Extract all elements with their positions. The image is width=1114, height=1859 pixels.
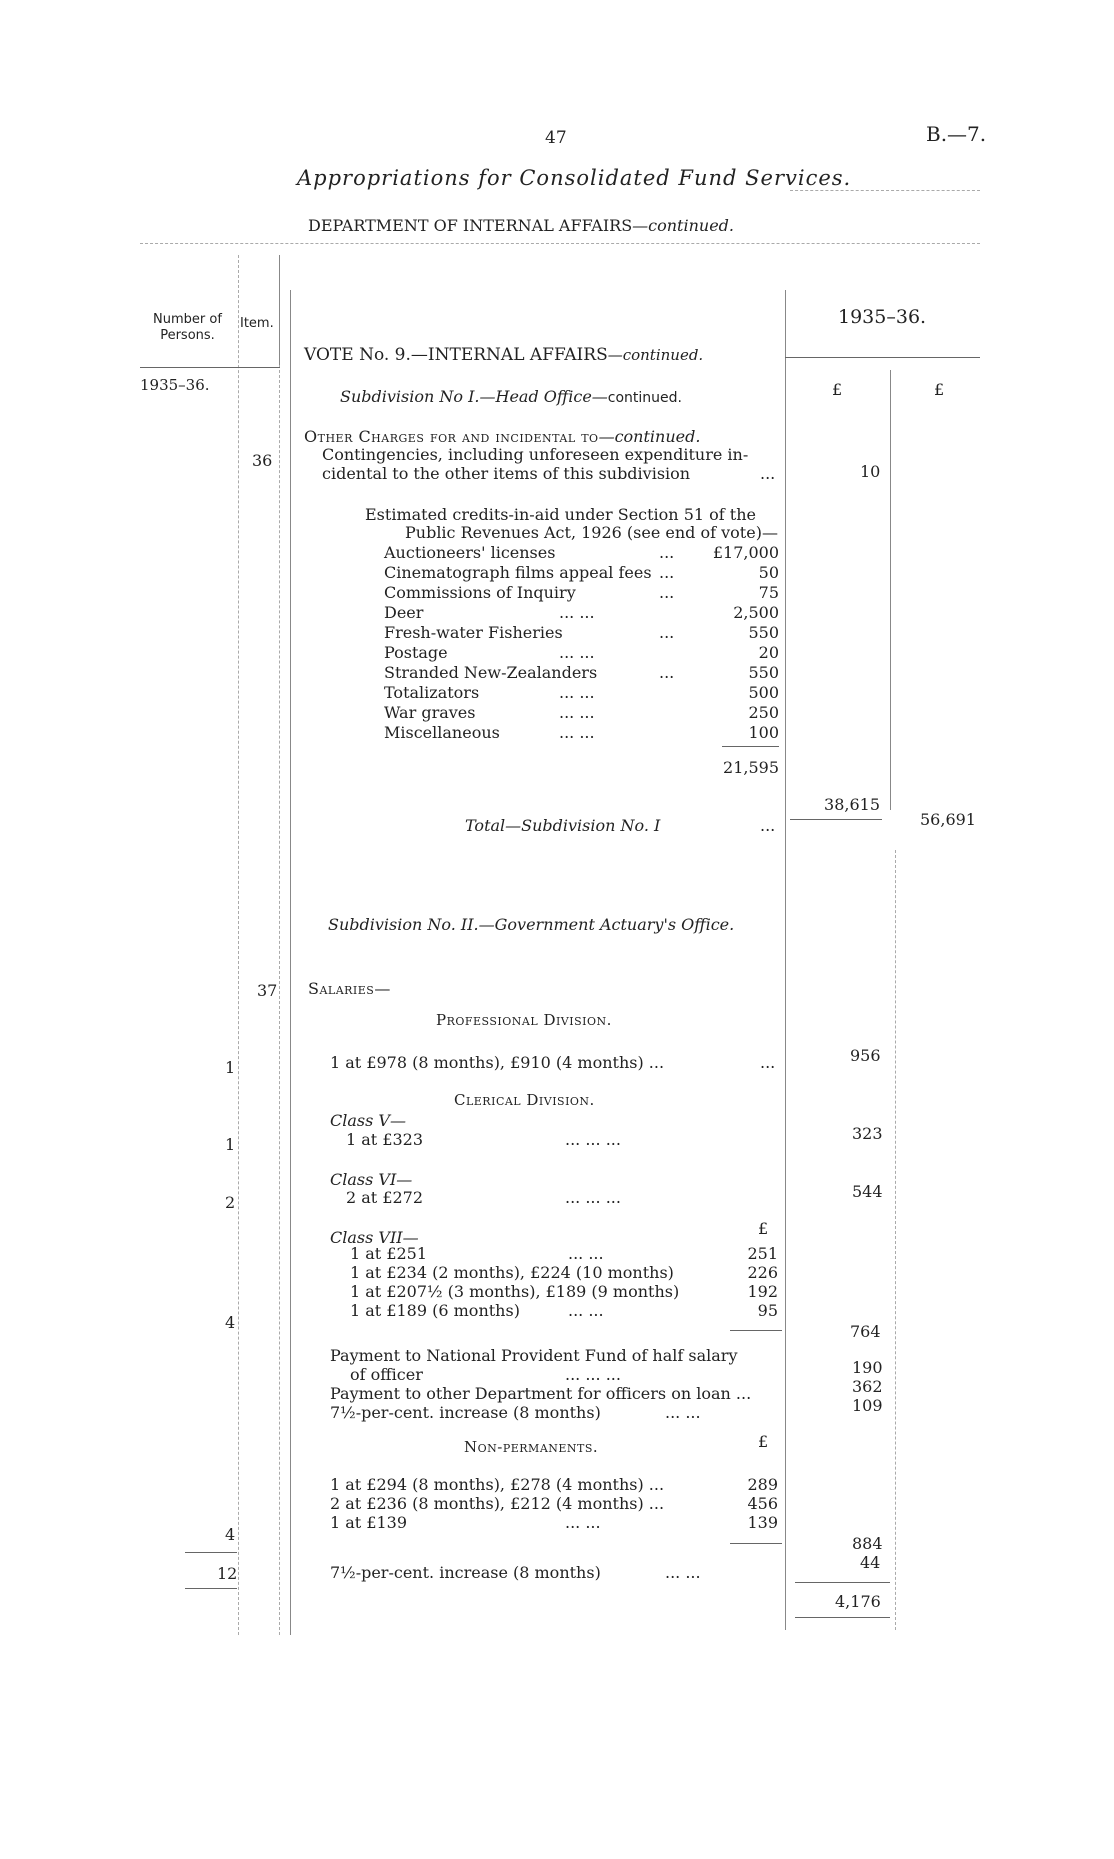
class-7-row	[350, 1263, 778, 1282]
credit-row	[384, 643, 779, 663]
class-6-line: 2 at £272	[346, 1188, 424, 1207]
item-37-number: 37	[257, 981, 278, 1000]
credit-row	[384, 723, 779, 743]
non-permanent-value: 139	[747, 1513, 778, 1532]
class-6-dots: ... ... ...	[565, 1188, 621, 1207]
class-5-label: Class V—	[330, 1111, 406, 1130]
subdivision-1-total-label: Total—Subdivision No. I	[465, 816, 661, 835]
year-column-header: 1935–36.	[838, 306, 927, 328]
credit-row	[384, 683, 779, 703]
page-number: 47	[545, 128, 567, 148]
credit-dots: ... ...	[559, 643, 595, 662]
non-permanents-pound-sign: £	[758, 1432, 769, 1451]
class-7-persons: 4	[225, 1313, 236, 1332]
persons-total: 12	[217, 1564, 238, 1583]
professional-persons: 1	[225, 1058, 236, 1077]
credit-value: 500	[748, 683, 779, 702]
credit-value: £17,000	[712, 543, 779, 562]
department-name: DEPARTMENT OF INTERNAL AFFAIRS	[308, 216, 633, 235]
persons-column-header: Number of Persons.	[153, 312, 222, 343]
credit-label: Totalizators	[384, 683, 480, 702]
non-permanent-text: 1 at £139	[330, 1513, 408, 1532]
pound-sign-total: £	[934, 380, 945, 399]
credit-label: Commissions of Inquiry	[384, 583, 576, 602]
credit-label: Auctioneers' licenses	[384, 543, 556, 562]
professional-division-heading: Professional Division.	[436, 1011, 612, 1029]
credit-row	[384, 603, 779, 623]
item-column-rule	[279, 255, 280, 365]
non-permanent-row	[330, 1494, 778, 1513]
class-7-text: 1 at £234 (2 months), £224 (10 months)	[350, 1263, 674, 1282]
class-7-value: 192	[747, 1282, 778, 1301]
loan-amount: 362	[852, 1377, 883, 1396]
vote-title: VOTE No. 9.—INTERNAL AFFAIRS	[304, 345, 608, 365]
credits-total-rule	[722, 746, 779, 747]
vote-suffix: —continued.	[607, 346, 704, 364]
class-7-amount: 764	[850, 1322, 881, 1341]
non-permanent-value: 456	[747, 1494, 778, 1513]
class-7-pound-sign: £	[758, 1219, 769, 1238]
persons-column-rule	[238, 255, 239, 1635]
loan-line: Payment to other Department for officers on loan ...	[330, 1384, 752, 1403]
item-36-dots: ...	[760, 464, 776, 483]
credit-dots: ...	[659, 583, 675, 602]
subdivision-1-net: 38,615	[824, 795, 880, 814]
credit-row	[384, 543, 779, 563]
subdivision-2-total: 4,176	[835, 1592, 881, 1611]
credit-dots: ... ...	[559, 683, 595, 702]
credit-dots: ... ...	[559, 703, 595, 722]
credits-line-1: Estimated credits-in-aid under Section 51 of the	[365, 505, 756, 524]
class-7-value: 251	[747, 1244, 778, 1263]
credit-value: 50	[758, 563, 779, 582]
subdivision-2-total-underline	[795, 1617, 890, 1618]
credit-value: 250	[748, 703, 779, 722]
increase-2-amount: 44	[860, 1553, 881, 1572]
item-36-line-1: Contingencies, including unforeseen expenditure in-	[322, 445, 749, 464]
class-7-dots: ... ...	[568, 1301, 604, 1320]
class-7-row	[350, 1301, 778, 1320]
class-7-value: 226	[747, 1263, 778, 1282]
other-charges-heading	[304, 427, 700, 446]
subdivision-2-total-rule	[795, 1582, 890, 1583]
header-underline-left	[140, 367, 280, 368]
credit-label: Stranded New-Zealanders	[384, 663, 598, 682]
increase-1-line: 7½-per-cent. increase (8 months)	[330, 1403, 601, 1422]
credit-value: 550	[748, 623, 779, 642]
professional-amount: 956	[850, 1046, 881, 1065]
subdivision-1-net-rule	[790, 819, 882, 820]
item-36-line-2: cidental to the other items of this subdivision	[322, 464, 691, 483]
increase-2-dots: ... ...	[665, 1563, 701, 1582]
table-top-rule	[140, 243, 980, 244]
credit-label: Postage	[384, 643, 448, 662]
npf-amount: 190	[852, 1358, 883, 1377]
credit-row	[384, 563, 779, 583]
amount-column-rule	[785, 290, 786, 1630]
non-permanent-dots: ... ...	[565, 1513, 601, 1532]
class-6-amount: 544	[852, 1182, 883, 1201]
page-title: Appropriations for Consolidated Fund Services.	[297, 166, 852, 190]
item-36-number: 36	[252, 451, 273, 470]
class-7-text: 1 at £207½ (3 months), £189 (9 months)	[350, 1282, 680, 1301]
credit-value: 100	[748, 723, 779, 742]
npf-dots: ... ... ...	[565, 1365, 621, 1384]
pound-sign-amount: £	[832, 380, 843, 399]
credit-value: 2,500	[733, 603, 779, 622]
credit-value: 20	[758, 643, 779, 662]
salaries-heading: Salaries—	[308, 979, 391, 998]
class-6-persons: 2	[225, 1193, 236, 1212]
total-column-rule	[890, 370, 891, 810]
class-7-value: 95	[757, 1301, 778, 1320]
subdivision-1-total: 56,691	[920, 810, 976, 829]
professional-line: 1 at £978 (8 months), £910 (4 months) ...	[330, 1053, 665, 1072]
credit-value: 550	[748, 663, 779, 682]
subdivision-1-title: Subdivision No I.—Head Office—	[340, 387, 608, 406]
non-permanent-amount: 884	[852, 1534, 883, 1553]
professional-dots: ...	[760, 1053, 776, 1072]
non-permanents-heading: Non-permanents.	[464, 1438, 599, 1456]
non-permanent-rows	[330, 1475, 778, 1532]
non-permanent-persons: 4	[225, 1525, 236, 1544]
credit-dots: ...	[659, 663, 675, 682]
credit-label: Fresh-water Fisheries	[384, 623, 563, 642]
department-suffix: —continued.	[632, 216, 735, 235]
item-column-header: Item.	[240, 316, 274, 331]
persons-total-rule	[185, 1552, 237, 1553]
other-charges-continued: —continued.	[598, 427, 701, 446]
persons-total-underline	[185, 1588, 237, 1589]
title-rule	[790, 190, 980, 191]
credit-dots: ... ...	[559, 603, 595, 622]
credit-dots: ...	[659, 543, 675, 562]
class-5-persons: 1	[225, 1135, 236, 1154]
credit-label: Deer	[384, 603, 424, 622]
class-5-line: 1 at £323	[346, 1130, 424, 1149]
department-heading	[308, 216, 734, 235]
credit-label: Miscellaneous	[384, 723, 500, 742]
item-36-amount: 10	[860, 462, 881, 481]
other-charges-label: Other Charges for and incidental to	[304, 427, 599, 446]
credit-dots: ...	[659, 563, 675, 582]
credits-total: 21,595	[723, 758, 779, 777]
non-permanent-text: 1 at £294 (8 months), £278 (4 months) ...	[330, 1475, 665, 1494]
class-7-dots: ... ...	[568, 1244, 604, 1263]
credit-label: Cinematograph films appeal fees	[384, 563, 652, 582]
credit-label: War graves	[384, 703, 476, 722]
total-column-rule-lower	[895, 850, 896, 1630]
credit-dots: ...	[659, 623, 675, 642]
credit-row	[384, 663, 779, 683]
npf-line-2: of officer	[350, 1365, 423, 1384]
class-7-text: 1 at £189 (6 months)	[350, 1301, 520, 1320]
class-7-total-rule	[730, 1330, 782, 1331]
class-7-row	[350, 1244, 778, 1263]
credit-row	[384, 703, 779, 723]
class-7-rows	[350, 1244, 778, 1320]
non-permanent-row	[330, 1513, 778, 1532]
subdivision-1-continued: continued.	[607, 390, 683, 406]
credit-row	[384, 623, 779, 643]
vote-heading	[304, 345, 703, 365]
class-5-dots: ... ... ...	[565, 1130, 621, 1149]
class-7-text: 1 at £251	[350, 1244, 428, 1263]
credit-value: 75	[758, 583, 779, 602]
credit-dots: ... ...	[559, 723, 595, 742]
subdivision-2-heading: Subdivision No. II.—Government Actuary's Office.	[328, 915, 735, 934]
class-7-label: Class VII—	[330, 1228, 419, 1247]
non-permanent-total-rule	[730, 1543, 782, 1544]
npf-line-1: Payment to National Provident Fund of half salary	[330, 1346, 738, 1365]
clerical-division-heading: Clerical Division.	[454, 1091, 595, 1109]
credits-line-2: Public Revenues Act, 1926 (see end of vote)—	[405, 523, 778, 542]
header-underline-right	[785, 357, 980, 358]
subdivision-1-total-dots: ...	[760, 816, 776, 835]
document-reference: B.—7.	[926, 122, 987, 146]
item-column-rule-lower	[279, 365, 280, 1635]
class-6-label: Class VI—	[330, 1170, 413, 1189]
increase-1-dots: ... ...	[665, 1403, 701, 1422]
non-permanent-row	[330, 1475, 778, 1494]
credit-row	[384, 583, 779, 603]
class-5-amount: 323	[852, 1124, 883, 1143]
subdivision-1-heading	[340, 387, 682, 406]
credits-list	[384, 543, 779, 743]
persons-year: 1935–36.	[140, 376, 210, 394]
non-permanent-text: 2 at £236 (8 months), £212 (4 months) ...	[330, 1494, 665, 1513]
increase-2-line: 7½-per-cent. increase (8 months)	[330, 1563, 601, 1582]
class-7-row	[350, 1282, 778, 1301]
non-permanent-value: 289	[747, 1475, 778, 1494]
text-column-rule	[290, 290, 291, 1635]
increase-1-amount: 109	[852, 1396, 883, 1415]
